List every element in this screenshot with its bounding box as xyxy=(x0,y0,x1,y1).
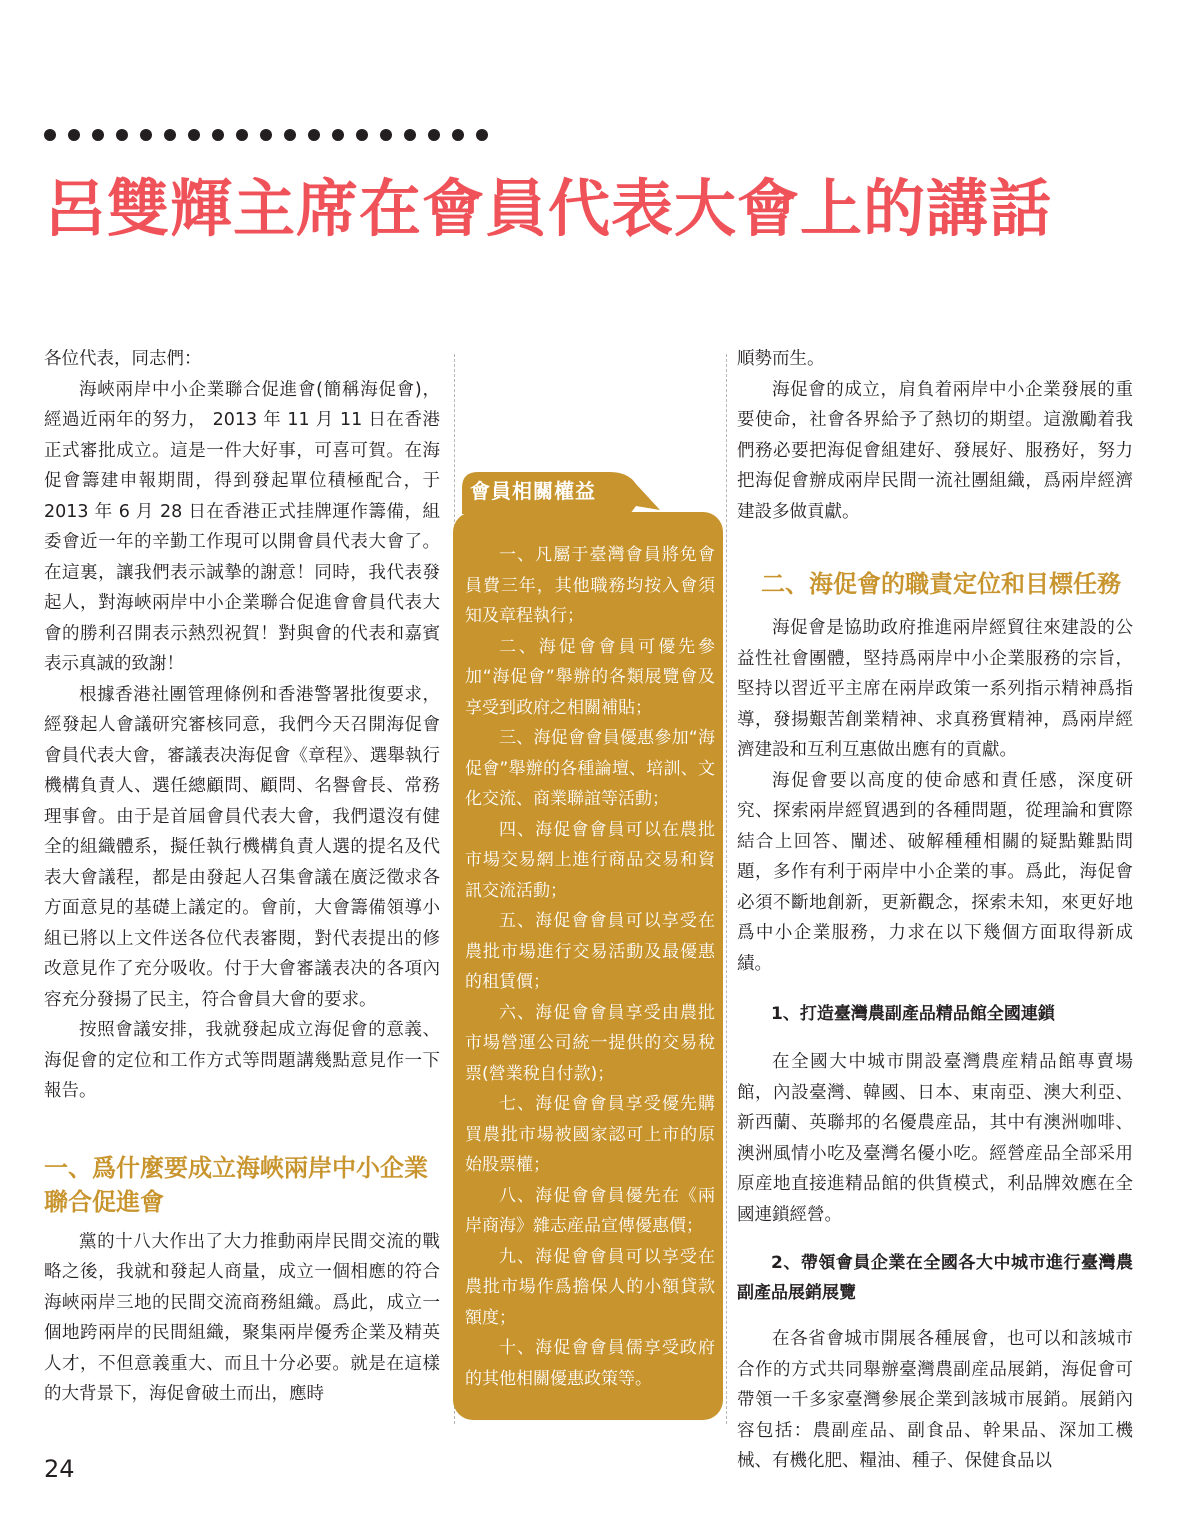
section-heading: 一、爲什麼要成立海峽兩岸中小企業聯合促進會 xyxy=(44,1153,428,1216)
dot-bullet-icon xyxy=(188,129,200,141)
dot-bullet-icon xyxy=(140,129,152,141)
greeting: 各位代表，同志們： xyxy=(44,349,202,369)
dot-bullet-icon xyxy=(164,129,176,141)
paragraph: 在各省會城市開展各種展會，也可以和該城市合作的方式共同舉辦臺灣農副産品展銷，海促會可帶領一千多家臺灣參展企業到該城市展銷。展銷內容包括：農副産品、副食品、幹果品、深加工機械、有機化肥、糧油、種子、保健食品以 xyxy=(737,1329,1133,1471)
sidebar-list-item: 六、海促會會員享受由農批市場營運公司統一提供的交易稅票(營業稅自付款)； xyxy=(465,1002,715,1084)
subsection-heading: 1、打造臺灣農副產品精品館全國連鎖 xyxy=(771,1004,1055,1024)
paragraph: 海促會是協助政府推進兩岸經貿往來建設的公益性社會團體，堅持爲兩岸中小企業服務的宗旨，堅持以習近平主席在兩岸政策一系列指示精神爲指導，發揚艱苦創業精神、求真務實精神，爲兩岸經濟建設和互利互惠做出應有的貢獻。 xyxy=(737,618,1133,760)
sidebar-list-item: 二、海促會會員可優先參加“海促會”舉辦的各類展覽會及享受到政府之相關補貼； xyxy=(465,636,715,718)
dot-bullet-icon xyxy=(44,129,56,141)
paragraph: 海峽兩岸中小企業聯合促進會(簡稱海促會)，經過近兩年的努力， 2013 年 11 月 11 日在香港正式審批成立。這是一件大好事，可喜可賀。在海促會籌建申報期間，得到發起單位積極配合，于 2013 年 6 月 28 日在香港正式挂牌運作籌備，組委會近一年的辛勤工作現可以開會員代表大會了。在這裏，讓我們表示誠摯的謝意！同時，我代表發起人，對海峽兩岸中小企業聯合促進會會員代表大會的勝利召開表示熱烈祝賀！對與會的代表和嘉賓表示真誠的致謝！ xyxy=(44,379,440,674)
paragraph: 按照會議安排，我就發起成立海促會的意義、海促會的定位和工作方式等問題講幾點意見作一下報告。 xyxy=(44,1020,440,1101)
dot-bullet-icon xyxy=(452,129,464,141)
page-number: 24 xyxy=(44,1455,75,1483)
sidebar-list-item: 三、海促會會員優惠參加“海促會”舉辦的各種論壇、培訓、文化交流、商業聯誼等活動； xyxy=(465,728,715,809)
decorative-dots xyxy=(44,126,504,144)
column-left xyxy=(44,344,440,1410)
dot-bullet-icon xyxy=(260,129,272,141)
dot-bullet-icon xyxy=(116,129,128,141)
dot-bullet-icon xyxy=(332,129,344,141)
dot-bullet-icon xyxy=(236,129,248,141)
column-divider xyxy=(726,354,727,1424)
speech-bubble-tab xyxy=(460,470,660,516)
sidebar-list-item: 九、海促會會員可以享受在農批市場作爲擔保人的小額貸款額度； xyxy=(465,1246,715,1328)
sidebar-title: 會員相關權益 xyxy=(470,479,596,503)
column-right xyxy=(737,344,1133,1477)
sidebar-list-item: 十、海促會會員儒享受政府的其他相關優惠政策等。 xyxy=(465,1338,715,1389)
paragraph: 順勢而生。 xyxy=(737,349,825,369)
dot-bullet-icon xyxy=(212,129,224,141)
sidebar-list xyxy=(465,540,715,1394)
dot-bullet-icon xyxy=(68,129,80,141)
sidebar-list-item: 一、凡屬于臺灣會員將免會員費三年，其他職務均按入會須知及章程執行； xyxy=(465,545,715,626)
dot-bullet-icon xyxy=(428,129,440,141)
dot-bullet-icon xyxy=(404,129,416,141)
sidebar-list-item: 五、海促會會員可以享受在農批市場進行交易活動及最優惠的租賃價； xyxy=(465,911,715,992)
dot-bullet-icon xyxy=(380,129,392,141)
subsection-heading: 2、帶領會員企業在全國各大中城市進行臺灣農副產品展銷展覽 xyxy=(737,1253,1133,1303)
dot-bullet-icon xyxy=(308,129,320,141)
page-title: 呂雙輝主席在會員代表大會上的講話 xyxy=(44,172,1053,245)
paragraph: 在全國大中城市開設臺灣農産精品館專賣場館，內設臺灣、韓國、日本、東南亞、澳大利亞、新西蘭、英聯邦的名優農産品，其中有澳洲咖啡、澳洲風情小吃及臺灣名優小吃。經營産品全部采用原産地直接進精品館的供貨模式，利品牌效應在全國連鎖經營。 xyxy=(737,1052,1133,1225)
dot-bullet-icon xyxy=(356,129,368,141)
paragraph: 黨的十八大作出了大力推動兩岸民間交流的戰略之後，我就和發起人商量，成立一個相應的符合海峽兩岸三地的民間交流商務組織。爲此，成立一個地跨兩岸的民間組織，聚集兩岸優秀企業及精英人才，不但意義重大、而且十分必要。就是在這樣的大背景下，海促會破土而出，應時 xyxy=(44,1231,440,1404)
dot-bullet-icon xyxy=(92,129,104,141)
dot-bullet-icon xyxy=(476,129,488,141)
sidebar-list-item: 四、海促會會員可以在農批市場交易網上進行商品交易和資訊交流活動； xyxy=(465,819,715,901)
paragraph: 海促會要以高度的使命感和責任感，深度研究、探索兩岸經貿遇到的各種問題，從理論和實際結合上回答、闡述、破解種種相關的疑點難點問題，多作有利于兩岸中小企業的事。爲此，海促會必須不斷地創新，更新觀念，探索未知，來更好地爲中小企業服務，力求在以下幾個方面取得新成績。 xyxy=(737,770,1133,974)
sidebar-list-item: 八、海促會會員優先在《兩岸商海》雜志産品宣傳優惠價； xyxy=(465,1185,715,1236)
section-heading: 二、海促會的職責定位和目標任務 xyxy=(761,570,1121,598)
sidebar-list-item: 七、海促會會員享受優先購買農批市場被國家認可上市的原始股票權； xyxy=(465,1094,715,1175)
paragraph: 海促會的成立，肩負着兩岸中小企業發展的重要使命，社會各界給予了熱切的期望。這激勵着我們務必要把海促會組建好、發展好、服務好，努力把海促會辦成兩岸民間一流社團組織，爲兩岸經濟建設多做貢獻。 xyxy=(737,379,1133,522)
dot-bullet-icon xyxy=(284,129,296,141)
paragraph: 根據香港社團管理條例和香港警署批復要求，經發起人會議研究審核同意，我們今天召開海促會會員代表大會，審議表决海促會《章程》、選舉執行機構負責人、選任總顧問、顧問、名譽會長、常務理事會。由于是首屆會員代表大會，我們還沒有健全的組織體系，擬任執行機構負責人選的提名及代表大會議程，都是由發起人召集會議在廣泛徵求各方面意見的基礎上議定的。會前，大會籌備領導小組已將以上文件送各位代表審閱，對代表提出的修改意見作了充分吸收。付于大會審議表决的各項內容充分發揚了民主，符合會員大會的要求。 xyxy=(44,684,440,1010)
